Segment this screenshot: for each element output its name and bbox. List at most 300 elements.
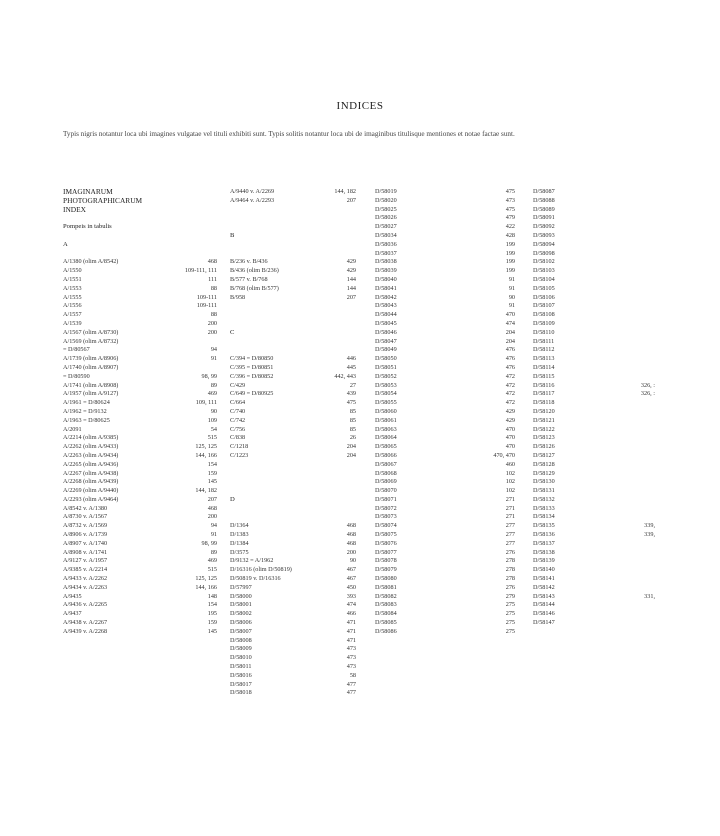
index-entry <box>230 689 356 698</box>
entry-pages: 477 <box>346 689 356 697</box>
entry-key: D/58042 <box>375 293 397 301</box>
index-entry <box>533 206 655 215</box>
index-entry <box>63 540 217 549</box>
entry-key: B/768 (olim B/577) <box>230 284 279 292</box>
entry-pages: 470 <box>505 443 515 451</box>
entry-pages: 91 <box>508 302 515 310</box>
index-entry <box>230 267 356 276</box>
index-entry <box>63 566 217 575</box>
index-entry <box>533 285 655 294</box>
entry-key: D/58054 <box>375 390 397 398</box>
entry-pages: 468 <box>346 539 356 547</box>
entry-pages: 144 <box>346 284 356 292</box>
entry-pages: 91 <box>210 355 217 363</box>
index-entry <box>533 311 655 320</box>
entry-key: D/58127 <box>533 451 555 459</box>
index-entry <box>230 390 356 399</box>
index-entry <box>533 610 655 619</box>
index-entry <box>230 426 356 435</box>
entry-key: D/58038 <box>375 258 397 266</box>
entry-pages: 472 <box>505 390 515 398</box>
entry-key: C/838 <box>230 434 246 442</box>
entry-key: A/1539 <box>63 319 82 327</box>
entry-key: D/58104 <box>533 275 555 283</box>
entry-pages: 470, 470 <box>493 451 515 459</box>
index-entry <box>533 188 655 197</box>
entry-pages: 154 <box>207 601 217 609</box>
index-entry <box>230 382 356 391</box>
entry-key: D/58123 <box>533 434 555 442</box>
entry-pages: 90 <box>210 407 217 415</box>
entry-pages: 148 <box>207 592 217 600</box>
index-entry <box>533 505 655 514</box>
index-entry <box>375 258 515 267</box>
entry-key: D/58103 <box>533 267 555 275</box>
index-entry <box>63 373 217 382</box>
entry-key: D/58094 <box>533 240 555 248</box>
index-entry <box>375 566 515 575</box>
index-entry <box>533 214 655 223</box>
entry-pages: 339, <box>644 531 655 539</box>
entry-pages: 199 <box>505 240 515 248</box>
index-entry <box>533 382 655 391</box>
index-entry <box>63 452 217 461</box>
index-entry <box>230 681 356 690</box>
entry-key: D/58088 <box>533 196 555 204</box>
entry-pages: 422 <box>505 223 515 231</box>
index-entry <box>375 513 515 522</box>
index-entry <box>230 188 356 197</box>
entry-pages: 271 <box>505 495 515 503</box>
entry-pages: 90 <box>508 293 515 301</box>
entry-key: D/58122 <box>533 425 555 433</box>
index-entry <box>375 223 515 232</box>
index-entry <box>533 355 655 364</box>
entry-pages: 276 <box>505 583 515 591</box>
entry-key: A/8542 v. A/1380 <box>63 504 108 512</box>
entry-key: A/9464 v. A/2293 <box>230 196 275 204</box>
entry-key: D/58139 <box>533 557 555 565</box>
index-entry <box>533 408 655 417</box>
entry-key: D/58049 <box>375 346 397 354</box>
index-entry <box>533 232 655 241</box>
entry-pages: 144 <box>346 275 356 283</box>
entry-key: D/58138 <box>533 548 555 556</box>
spacer <box>230 478 356 487</box>
index-entry <box>63 478 217 487</box>
entry-key: D/58107 <box>533 302 555 310</box>
index-entry <box>533 443 655 452</box>
entry-key: A/2293 (olim A/9464) <box>63 495 119 503</box>
index-entry <box>230 593 356 602</box>
entry-key: D/58002 <box>230 610 252 618</box>
index-entry <box>375 346 515 355</box>
index-entry <box>533 478 655 487</box>
entry-key: A/8907 v. A/1740 <box>63 539 108 547</box>
entry-pages: 445 <box>346 363 356 371</box>
entry-pages: 472 <box>505 399 515 407</box>
entry-pages: 88 <box>210 284 217 292</box>
entry-pages: 278 <box>505 566 515 574</box>
entry-pages: 204 <box>505 337 515 345</box>
index-entry <box>230 452 356 461</box>
index-entry <box>533 557 655 566</box>
entry-key: D/58039 <box>375 267 397 275</box>
entry-pages: 98, 99 <box>201 539 217 547</box>
entry-pages: 279 <box>505 592 515 600</box>
entry-key: = D/80590 <box>63 372 90 380</box>
index-entry <box>230 531 356 540</box>
entry-pages: 144, 182 <box>334 188 356 195</box>
entry-pages: 199 <box>505 249 515 257</box>
index-entry <box>375 417 515 426</box>
index-entry <box>63 593 217 602</box>
entry-key: A/1957 (olim A/9127) <box>63 390 119 398</box>
index-entry <box>533 390 655 399</box>
index-entry <box>63 487 217 496</box>
entry-pages: 102 <box>505 487 515 495</box>
entry-key: D/58017 <box>230 680 252 688</box>
entry-pages: 470 <box>505 425 515 433</box>
index-entry <box>375 399 515 408</box>
entry-key: D/58047 <box>375 337 397 345</box>
entry-key: D/58074 <box>375 522 397 530</box>
index-entry <box>533 593 655 602</box>
entry-key: A/9433 v. A/2262 <box>63 575 108 583</box>
entry-pages: 277 <box>505 531 515 539</box>
index-entry <box>533 197 655 206</box>
index-entry <box>63 610 217 619</box>
entry-pages: 111 <box>208 275 217 283</box>
entry-pages: 278 <box>505 575 515 583</box>
entry-key: D/58116 <box>533 381 555 389</box>
entry-key: A/1963 = D/80625 <box>63 416 110 424</box>
index-entry <box>375 373 515 382</box>
index-entry <box>533 487 655 496</box>
entry-key: D/58050 <box>375 355 397 363</box>
index-entry <box>533 258 655 267</box>
entry-key: C/756 <box>230 425 246 433</box>
entry-pages: 125, 125 <box>195 443 217 451</box>
entry-pages: 27 <box>349 381 356 389</box>
index-entry <box>375 610 515 619</box>
index-entry <box>230 557 356 566</box>
index-entry <box>230 645 356 654</box>
index-entry <box>375 320 515 329</box>
entry-key: D/58106 <box>533 293 555 301</box>
entry-pages: 199 <box>505 258 515 266</box>
index-entry <box>63 258 217 267</box>
entry-key: D/58051 <box>375 363 397 371</box>
spacer <box>230 214 356 223</box>
entry-key: D/58034 <box>375 231 397 239</box>
index-entry <box>230 637 356 646</box>
index-entry <box>230 566 356 575</box>
index-entry <box>533 294 655 303</box>
index-entry <box>375 593 515 602</box>
entry-pages: 207 <box>346 196 356 204</box>
entry-key: D/58045 <box>375 319 397 327</box>
entry-key: A/8908 v. A/1741 <box>63 548 108 556</box>
index-entry <box>375 364 515 373</box>
entry-pages: 277 <box>505 522 515 530</box>
entry-key: C/1218 <box>230 443 249 451</box>
entry-key: A/8730 v. A/1567 <box>63 513 108 521</box>
entry-key: D/58071 <box>375 495 397 503</box>
index-entry <box>375 338 515 347</box>
entry-key: B/958 <box>230 293 246 301</box>
index-entry <box>375 443 515 452</box>
entry-key: D/58063 <box>375 425 397 433</box>
entry-key: D/58075 <box>375 531 397 539</box>
entry-pages: 278 <box>505 557 515 565</box>
index-entry <box>375 426 515 435</box>
entry-key: D/58092 <box>533 223 555 231</box>
entry-key: D/58026 <box>375 214 397 222</box>
entry-pages: 125, 125 <box>195 575 217 583</box>
entry-pages: 515 <box>207 566 217 574</box>
index-entry <box>63 399 217 408</box>
index-entry <box>375 601 515 610</box>
entry-pages: 58 <box>349 671 356 679</box>
entry-key: = D/80567 <box>63 346 90 354</box>
entry-key: D/58130 <box>533 478 555 486</box>
entry-pages: 466 <box>346 610 356 618</box>
entry-key: A/1551 <box>63 275 82 283</box>
index-entry <box>230 197 356 206</box>
entry-pages: 94 <box>210 522 217 530</box>
spacer <box>230 250 356 259</box>
index-entry <box>230 610 356 619</box>
index-entry <box>375 487 515 496</box>
entry-key: D/58109 <box>533 319 555 327</box>
index-entry <box>230 443 356 452</box>
entry-key: D/58084 <box>375 610 397 618</box>
index-entry <box>63 513 217 522</box>
entry-pages: 460 <box>505 460 515 468</box>
entry-key: C/429 <box>230 381 246 389</box>
entry-pages: 271 <box>505 513 515 521</box>
entry-pages: 475 <box>505 188 515 195</box>
spacer <box>230 461 356 470</box>
entry-pages: 275 <box>505 610 515 618</box>
entry-key: D/58066 <box>375 451 397 459</box>
entry-key: D/58027 <box>375 223 397 231</box>
entry-key: D/58044 <box>375 311 397 319</box>
index-entry <box>375 496 515 505</box>
entry-pages: 88 <box>210 311 217 319</box>
spacer <box>230 470 356 479</box>
entry-key: D/58144 <box>533 601 555 609</box>
entry-key: D/58037 <box>375 249 397 257</box>
entry-pages: 102 <box>505 478 515 486</box>
entry-key: D/58001 <box>230 601 252 609</box>
entry-key: D/58129 <box>533 469 555 477</box>
index-entry <box>375 452 515 461</box>
entry-pages: 473 <box>346 663 356 671</box>
entry-key: D/58078 <box>375 557 397 565</box>
entry-pages: 91 <box>508 284 515 292</box>
entry-pages: 473 <box>346 645 356 653</box>
entry-pages: 275 <box>505 619 515 627</box>
entry-key: D/58036 <box>375 240 397 248</box>
entry-pages: 469 <box>207 557 217 565</box>
entry-pages: 339, <box>644 522 655 530</box>
entry-pages: 159 <box>207 469 217 477</box>
entry-pages: 476 <box>505 355 515 363</box>
entry-key: D/58079 <box>375 566 397 574</box>
index-entry <box>63 505 217 514</box>
index-entry <box>63 267 217 276</box>
entry-pages: 200 <box>207 513 217 521</box>
spacer <box>230 241 356 250</box>
entry-key: D/58016 <box>230 671 252 679</box>
entry-key: B/236 v. B/436 <box>230 258 268 266</box>
index-entry <box>375 505 515 514</box>
entry-pages: 472 <box>505 381 515 389</box>
index-entry <box>230 434 356 443</box>
index-entry <box>63 426 217 435</box>
section-heading: Pompeis in tabulis <box>63 223 112 231</box>
index-entry <box>230 601 356 610</box>
index-entry <box>230 364 356 373</box>
entry-key: A/9434 v. A/2263 <box>63 583 108 591</box>
entry-key: D/58126 <box>533 443 555 451</box>
entry-key: A/2268 (olim A/9439) <box>63 478 119 486</box>
index-entry <box>375 355 515 364</box>
index-entry <box>533 540 655 549</box>
entry-key: D/58134 <box>533 513 555 521</box>
entry-key: A/1740 (olim A/8907) <box>63 363 119 371</box>
index-entry <box>375 311 515 320</box>
entry-pages: 207 <box>346 293 356 301</box>
index-entry <box>533 364 655 373</box>
entry-pages: 275 <box>505 627 515 635</box>
index-entry <box>230 540 356 549</box>
index-entry <box>375 470 515 479</box>
spacer <box>230 302 356 311</box>
index-entry <box>375 390 515 399</box>
entry-key: B/577 v. B/768 <box>230 275 268 283</box>
index-entry <box>230 285 356 294</box>
index-entry <box>230 628 356 637</box>
entry-key: A/1555 <box>63 293 82 301</box>
entry-pages: 54 <box>210 425 217 433</box>
entry-key: A/8732 v. A/1569 <box>63 522 108 530</box>
index-entry <box>533 329 655 338</box>
entry-key: A/1556 <box>63 302 82 310</box>
index-entry <box>375 584 515 593</box>
entry-pages: 468 <box>346 531 356 539</box>
entry-key: D/58006 <box>230 619 252 627</box>
entry-key: D/16316 (olim D/50819) <box>230 566 292 574</box>
entry-pages: 204 <box>346 451 356 459</box>
entry-key: A/1557 <box>63 311 82 319</box>
index-entry <box>375 540 515 549</box>
index-entry <box>533 276 655 285</box>
index-entry <box>533 267 655 276</box>
entry-pages: 477 <box>346 680 356 688</box>
entry-key: D/58091 <box>533 214 555 222</box>
index-entry <box>230 399 356 408</box>
entry-key: A/1550 <box>63 267 82 275</box>
entry-key: D/58073 <box>375 513 397 521</box>
index-entry <box>533 302 655 311</box>
index-entry <box>533 461 655 470</box>
entry-key: D/58089 <box>533 205 555 213</box>
entry-key: D/58132 <box>533 495 555 503</box>
index-entry <box>375 232 515 241</box>
entry-key: D/58146 <box>533 610 555 618</box>
entry-key: A/1569 (olim A/8732) <box>63 337 119 345</box>
entry-pages: 476 <box>505 363 515 371</box>
entry-key: C/664 <box>230 399 246 407</box>
entry-key: D/58142 <box>533 583 555 591</box>
index-entry <box>63 531 217 540</box>
entry-key: D/58087 <box>533 188 555 195</box>
entry-pages: 473 <box>505 196 515 204</box>
index-entry <box>63 628 217 637</box>
entry-pages: 473 <box>346 654 356 662</box>
entry-key: C/742 <box>230 416 246 424</box>
entry-key: D/58128 <box>533 460 555 468</box>
index-heading: IMAGINARUM <box>63 187 113 196</box>
entry-pages: 91 <box>508 275 515 283</box>
entry-key: A/1962 = D/9132 <box>63 407 107 415</box>
entry-key: D/58140 <box>533 566 555 574</box>
entry-key: A/9435 <box>63 592 82 600</box>
index-entry <box>375 461 515 470</box>
entry-pages: 326, : <box>640 390 655 398</box>
entry-key: D/57997 <box>230 583 252 591</box>
index-entry <box>375 628 515 637</box>
entry-pages: 471 <box>346 627 356 635</box>
entry-pages: 429 <box>346 267 356 275</box>
entry-key: D/58009 <box>230 645 252 653</box>
index-entry <box>533 566 655 575</box>
entry-key: D/1384 <box>230 539 249 547</box>
entry-key: C/649 = D/80925 <box>230 390 274 398</box>
index-entry <box>375 619 515 628</box>
index-entry <box>230 373 356 382</box>
entry-pages: 109-111, 111 <box>184 267 217 275</box>
index-entry <box>375 382 515 391</box>
entry-key: D/58053 <box>375 381 397 389</box>
entry-pages: 89 <box>210 381 217 389</box>
index-entry <box>375 267 515 276</box>
entry-key: A/2091 <box>63 425 82 433</box>
entry-pages: 85 <box>349 407 356 415</box>
entry-key: D/58070 <box>375 487 397 495</box>
entry-pages: 468 <box>346 522 356 530</box>
entry-pages: 109 <box>207 416 217 424</box>
entry-key: A/2214 (olim A/9385) <box>63 434 119 442</box>
entry-key: D/58081 <box>375 583 397 591</box>
index-entry <box>533 575 655 584</box>
entry-key: D/58055 <box>375 399 397 407</box>
entry-pages: 429 <box>505 407 515 415</box>
entry-pages: 331, <box>644 592 655 600</box>
index-heading: PHOTOGRAPHICARUM <box>63 195 143 205</box>
entry-key: D/58069 <box>375 478 397 486</box>
entry-key: D/58018 <box>230 689 252 697</box>
entry-key: D/58060 <box>375 407 397 415</box>
entry-key: A/9440 v. A/2269 <box>230 188 275 195</box>
index-entry <box>375 276 515 285</box>
entry-key: D/1364 <box>230 522 249 530</box>
index-entry <box>230 522 356 531</box>
index-entry <box>63 575 217 584</box>
